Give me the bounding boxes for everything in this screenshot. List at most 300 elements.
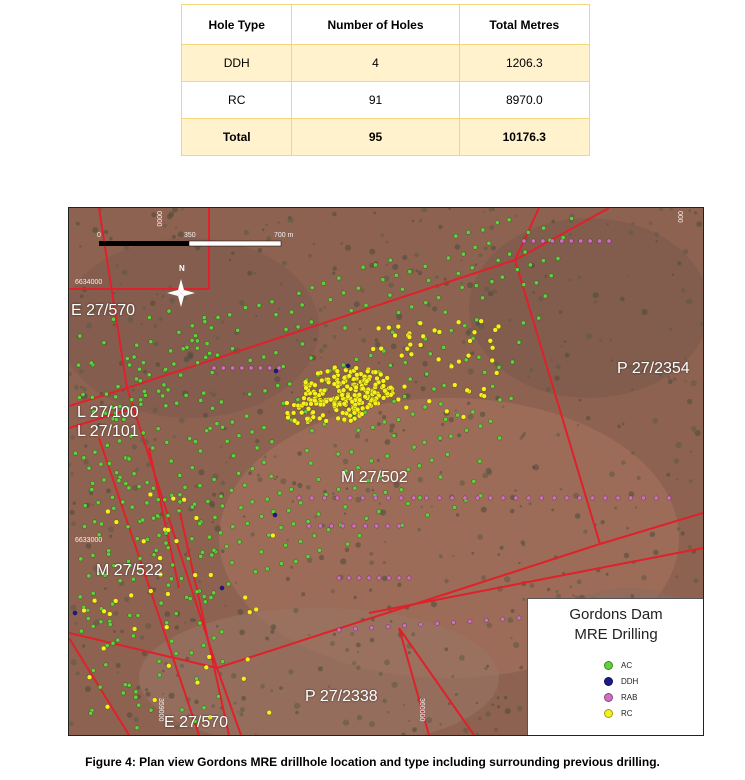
rc-hole-marker: [241, 676, 246, 681]
rab-hole-marker: [337, 576, 341, 580]
ac-hole-marker: [116, 638, 120, 642]
ac-hole-marker: [230, 561, 234, 565]
ac-hole-marker: [343, 505, 347, 509]
ac-hole-marker: [215, 353, 219, 357]
rc-hole-marker: [182, 497, 187, 502]
rc-hole-marker: [321, 413, 326, 418]
ac-hole-marker: [438, 436, 442, 440]
ac-hole-marker: [166, 388, 170, 392]
rab-hole-marker: [569, 239, 573, 243]
ac-hole-marker: [474, 284, 478, 288]
ac-hole-marker: [265, 497, 269, 501]
scale-bar: [99, 241, 281, 246]
ac-hole-marker: [135, 343, 139, 347]
rab-hole-marker: [407, 576, 411, 580]
ac-hole-marker: [316, 512, 320, 516]
ac-hole-marker: [154, 548, 158, 552]
ac-hole-marker: [349, 450, 353, 454]
ac-hole-marker: [79, 629, 83, 633]
ac-hole-marker: [257, 303, 261, 307]
ac-hole-marker: [310, 286, 314, 290]
ac-hole-marker: [446, 256, 450, 260]
ac-hole-marker: [456, 413, 460, 417]
ac-hole-marker: [110, 495, 114, 499]
ac-hole-marker: [262, 355, 266, 359]
ac-hole-marker: [111, 641, 115, 645]
drillhole-map: [68, 207, 704, 736]
rab-hole-marker: [297, 496, 301, 500]
rc-hole-marker: [357, 392, 362, 397]
ac-hole-marker: [424, 301, 428, 305]
rc-hole-marker: [341, 388, 346, 393]
ac-hole-marker: [357, 534, 361, 538]
rab-hole-marker: [598, 239, 602, 243]
ac-hole-marker: [193, 334, 197, 338]
rc-hole-marker: [348, 418, 353, 423]
rab-hole-marker: [425, 496, 429, 500]
ac-hole-marker: [296, 325, 300, 329]
rc-hole-marker: [247, 610, 252, 615]
ac-hole-marker: [449, 434, 453, 438]
rc-hole-marker: [324, 419, 329, 424]
ac-hole-marker: [199, 398, 203, 402]
ac-hole-marker: [163, 498, 167, 502]
ac-hole-marker: [309, 356, 313, 360]
ac-hole-marker: [117, 479, 121, 483]
rab-hole-marker: [550, 239, 554, 243]
ac-hole-marker: [382, 420, 386, 424]
rc-hole-marker: [340, 411, 345, 416]
ac-hole-marker: [556, 256, 560, 260]
ac-hole-marker: [288, 382, 292, 386]
rc-hole-marker: [354, 366, 359, 371]
ac-hole-marker: [498, 436, 502, 440]
ac-hole-marker: [134, 377, 138, 381]
rc-hole-marker: [245, 657, 250, 662]
rc-hole-marker: [271, 533, 276, 538]
ac-hole-marker: [147, 373, 151, 377]
rc-hole-marker: [342, 376, 347, 381]
ac-hole-marker: [478, 459, 482, 463]
rc-hole-marker: [193, 573, 198, 578]
rc-hole-marker: [194, 516, 199, 521]
ac-hole-marker: [270, 300, 274, 304]
ac-hole-marker: [287, 508, 291, 512]
rc-hole-marker: [364, 379, 369, 384]
ac-hole-marker: [190, 537, 194, 541]
rab-hole-marker: [353, 627, 357, 631]
ac-hole-marker: [108, 622, 112, 626]
rc-hole-marker: [432, 328, 437, 333]
ac-hole-marker: [337, 276, 341, 280]
ac-hole-marker: [411, 412, 415, 416]
rc-hole-marker: [105, 704, 110, 709]
rc-hole-marker: [113, 599, 118, 604]
ac-hole-marker: [127, 363, 131, 367]
ac-hole-marker: [461, 252, 465, 256]
north-label: N: [179, 264, 185, 273]
drillhole-summary-table: [181, 4, 590, 156]
rab-hole-marker: [402, 624, 406, 628]
ac-hole-marker: [99, 522, 103, 526]
ac-hole-marker: [445, 452, 449, 456]
figure-caption: Figure 4: Plan view Gordons MRE drillhole location and type including surrounding previous drilling.: [85, 755, 660, 769]
ac-hole-marker: [430, 458, 434, 462]
rc-hole-marker: [347, 374, 352, 379]
ac-hole-marker: [443, 310, 447, 314]
ac-hole-marker: [137, 703, 141, 707]
ac-hole-marker: [212, 477, 216, 481]
rc-hole-marker: [325, 369, 330, 374]
ac-hole-marker: [164, 404, 168, 408]
ac-hole-marker: [116, 385, 120, 389]
rc-hole-marker: [418, 343, 423, 348]
ac-hole-marker: [107, 552, 111, 556]
ac-hole-marker: [216, 694, 220, 698]
rc-hole-marker: [436, 357, 441, 362]
ac-hole-marker: [152, 516, 156, 520]
ac-hole-marker: [436, 296, 440, 300]
ac-hole-marker: [396, 418, 400, 422]
rc-hole-marker: [427, 399, 432, 404]
rc-hole-marker: [385, 376, 390, 381]
ac-hole-marker: [354, 357, 358, 361]
ac-hole-marker: [193, 440, 197, 444]
ac-hole-marker: [460, 285, 464, 289]
ac-hole-marker: [526, 230, 530, 234]
rc-hole-marker: [335, 396, 340, 401]
rab-hole-marker: [616, 496, 620, 500]
rc-hole-marker: [141, 539, 146, 544]
rc-hole-marker: [332, 374, 337, 379]
ac-hole-marker: [349, 309, 353, 313]
ac-hole-marker: [131, 634, 135, 638]
ac-hole-marker: [145, 480, 149, 484]
ac-hole-marker: [412, 445, 416, 449]
rc-hole-marker: [195, 680, 200, 685]
rc-hole-marker: [375, 376, 380, 381]
rc-hole-marker: [402, 384, 407, 389]
ac-hole-marker: [198, 522, 202, 526]
rc-hole-marker: [148, 589, 153, 594]
ac-hole-marker: [169, 349, 173, 353]
ac-hole-marker: [306, 554, 310, 558]
legend-item-ac: [604, 661, 632, 670]
ac-hole-marker: [183, 485, 187, 489]
ac-hole-marker: [356, 286, 360, 290]
rc-hole-marker: [340, 393, 345, 398]
ac-hole-marker: [490, 280, 494, 284]
ddh-hole-marker: [220, 586, 224, 590]
legend-title: [528, 605, 704, 645]
rc-hole-marker: [437, 330, 442, 335]
rc-hole-marker: [319, 378, 324, 383]
ac-hole-marker: [364, 516, 368, 520]
scale-label-350: 350: [184, 232, 196, 239]
rc-hole-marker: [381, 384, 386, 389]
ac-hole-marker: [178, 500, 182, 504]
rc-hole-marker: [301, 401, 306, 406]
ac-hole-marker: [263, 389, 267, 393]
ac-hole-marker: [138, 556, 142, 560]
ac-hole-marker: [309, 320, 313, 324]
rc-hole-marker: [396, 324, 401, 329]
rab-hole-marker: [363, 524, 367, 528]
ac-hole-marker: [171, 563, 175, 567]
ac-hole-marker: [291, 522, 295, 526]
ac-hole-marker: [296, 398, 300, 402]
ac-hole-marker: [185, 345, 189, 349]
ac-hole-marker: [489, 419, 493, 423]
ac-hole-marker: [123, 683, 127, 687]
ac-hole-marker: [371, 425, 375, 429]
ac-hole-marker: [428, 352, 432, 356]
ac-hole-marker: [91, 553, 95, 557]
ac-hole-marker: [239, 506, 243, 510]
rab-hole-marker: [318, 524, 322, 528]
ac-hole-marker: [342, 291, 346, 295]
ac-hole-marker: [184, 393, 188, 397]
ac-hole-marker: [438, 475, 442, 479]
ac-hole-marker: [237, 434, 241, 438]
ac-hole-marker: [210, 553, 214, 557]
ac-hole-marker: [196, 361, 200, 365]
ac-hole-marker: [473, 245, 477, 249]
ac-hole-marker: [341, 363, 345, 367]
ac-hole-marker: [172, 362, 176, 366]
ac-hole-marker: [541, 259, 545, 263]
ac-hole-marker: [202, 706, 206, 710]
ac-hole-marker: [177, 330, 181, 334]
rc-hole-marker: [342, 401, 347, 406]
ac-hole-marker: [517, 340, 521, 344]
rc-hole-marker: [383, 388, 388, 393]
rc-hole-marker: [407, 335, 412, 340]
ac-hole-marker: [145, 501, 149, 505]
ac-hole-marker: [89, 711, 93, 715]
ac-hole-marker: [143, 393, 147, 397]
rab-hole-marker: [322, 496, 326, 500]
ac-hole-marker: [208, 351, 212, 355]
ac-hole-marker: [310, 429, 314, 433]
ac-hole-marker: [208, 426, 212, 430]
rc-hole-marker: [171, 496, 176, 501]
rab-hole-marker: [641, 496, 645, 500]
rc-hole-marker: [493, 328, 498, 333]
cell-hole-type: DDH: [182, 45, 292, 82]
rab-hole-marker: [268, 366, 272, 370]
rab-hole-marker: [552, 496, 556, 500]
ac-hole-marker: [343, 326, 347, 330]
ac-hole-marker: [220, 504, 224, 508]
rab-hole-marker: [603, 496, 607, 500]
rab-hole-marker: [578, 496, 582, 500]
ac-hole-marker: [149, 708, 153, 712]
ac-hole-marker: [383, 490, 387, 494]
table-header-row: [182, 5, 590, 45]
ac-hole-marker: [423, 405, 427, 409]
ac-hole-marker: [392, 434, 396, 438]
rc-hole-marker: [352, 393, 357, 398]
legend-title-line1: Gordons Dam: [569, 606, 663, 623]
rc-hole-marker: [285, 411, 290, 416]
ac-hole-marker: [388, 363, 392, 367]
ac-hole-marker: [449, 328, 453, 332]
ac-hole-marker: [229, 488, 233, 492]
ac-hole-marker: [276, 384, 280, 388]
ac-hole-marker: [195, 339, 199, 343]
ac-hole-marker: [99, 462, 103, 466]
ac-hole-marker: [231, 525, 235, 529]
ac-hole-marker: [232, 454, 236, 458]
ac-hole-marker: [177, 509, 181, 513]
rab-hole-marker: [565, 496, 569, 500]
ac-hole-marker: [392, 399, 396, 403]
rc-hole-marker: [311, 410, 316, 415]
rab-hole-marker: [588, 239, 592, 243]
ac-hole-marker: [98, 685, 102, 689]
ac-hole-marker: [495, 221, 499, 225]
ac-hole-marker: [373, 263, 377, 267]
header-total-metres: Total Metres: [459, 5, 589, 45]
scale-label-0: 0: [97, 232, 101, 239]
ac-hole-marker: [90, 395, 94, 399]
rc-hole-marker: [386, 325, 391, 330]
rc-hole-marker: [292, 418, 297, 423]
ac-hole-marker: [157, 659, 161, 663]
rc-hole-marker: [357, 398, 362, 403]
ac-hole-marker: [151, 446, 155, 450]
ac-hole-marker: [83, 504, 87, 508]
ac-hole-marker: [225, 439, 229, 443]
ac-hole-marker: [216, 315, 220, 319]
rc-hole-marker: [388, 385, 393, 390]
ac-hole-marker: [204, 355, 208, 359]
ac-hole-marker: [245, 521, 249, 525]
rc-hole-marker: [350, 399, 355, 404]
ac-hole-marker: [188, 436, 192, 440]
ac-hole-marker: [157, 389, 161, 393]
rc-hole-marker: [318, 402, 323, 407]
ddh-hole-marker: [273, 513, 277, 517]
rc-hole-marker: [313, 391, 318, 396]
ac-hole-marker: [189, 651, 193, 655]
rc-hole-marker: [393, 333, 398, 338]
ac-hole-marker: [300, 342, 304, 346]
ac-hole-marker: [361, 265, 365, 269]
ac-hole-marker: [260, 514, 264, 518]
rc-hole-marker: [254, 607, 259, 612]
rab-hole-marker: [476, 496, 480, 500]
rc-hole-marker: [101, 646, 106, 651]
ac-hole-marker: [190, 505, 194, 509]
ac-hole-marker: [207, 535, 211, 539]
ac-hole-marker: [78, 334, 82, 338]
ac-hole-marker: [432, 387, 436, 391]
tenement-label-e27-570-bottom: E 27/570: [164, 714, 229, 731]
ac-hole-marker: [219, 400, 223, 404]
ac-hole-marker: [326, 528, 330, 532]
rab-hole-marker: [488, 496, 492, 500]
ac-hole-marker: [237, 471, 241, 475]
ac-hole-marker: [403, 360, 407, 364]
ac-hole-marker: [243, 306, 247, 310]
ac-hole-marker: [369, 353, 373, 357]
ac-hole-marker: [309, 461, 313, 465]
ac-hole-marker: [250, 500, 254, 504]
rab-hole-marker: [374, 524, 378, 528]
rc-hole-marker: [361, 386, 366, 391]
rc-hole-marker: [359, 412, 364, 417]
ac-hole-marker: [76, 363, 80, 367]
cell-hole-type: RC: [182, 82, 292, 119]
ac-hole-marker: [226, 582, 230, 586]
rab-hole-marker: [435, 621, 439, 625]
ac-hole-marker: [279, 561, 283, 565]
ac-hole-marker: [480, 296, 484, 300]
ac-hole-marker: [115, 471, 119, 475]
rab-hole-marker: [531, 239, 535, 243]
ac-hole-marker: [399, 488, 403, 492]
rc-hole-marker: [341, 380, 346, 385]
ac-hole-marker: [279, 526, 283, 530]
ac-hole-marker: [174, 612, 178, 616]
ac-hole-marker: [107, 461, 111, 465]
ac-hole-marker: [91, 668, 95, 672]
scale-label-700: 700 m: [274, 232, 294, 239]
ac-hole-marker: [200, 550, 204, 554]
ac-hole-marker: [245, 414, 249, 418]
ac-hole-marker: [199, 554, 203, 558]
ac-hole-marker: [114, 395, 118, 399]
ac-hole-marker: [164, 367, 168, 371]
rab-hole-marker: [484, 618, 488, 622]
ac-hole-marker: [300, 303, 304, 307]
rc-hole-marker: [267, 710, 272, 715]
ac-hole-marker: [250, 430, 254, 434]
ac-hole-marker: [456, 271, 460, 275]
ac-hole-marker: [156, 427, 160, 431]
ac-hole-marker: [73, 451, 77, 455]
ac-hole-marker: [408, 377, 412, 381]
ac-hole-marker: [87, 574, 91, 578]
rab-hole-marker: [329, 524, 333, 528]
ac-hole-marker: [141, 431, 145, 435]
ac-hole-marker: [248, 392, 252, 396]
ac-hole-marker: [377, 509, 381, 513]
rc-hole-marker: [355, 372, 360, 377]
tenement-label-m27-502: M 27/502: [341, 469, 408, 486]
rab-hole-marker: [337, 628, 341, 632]
ac-hole-marker: [212, 636, 216, 640]
rc-hole-marker: [336, 416, 341, 421]
ac-hole-marker: [466, 230, 470, 234]
ac-hole-marker: [422, 440, 426, 444]
ac-hole-marker: [337, 487, 341, 491]
ac-hole-marker: [102, 341, 106, 345]
ac-hole-marker: [356, 428, 360, 432]
rc-hole-marker: [490, 345, 495, 350]
header-number-of-holes: Number of Holes: [292, 5, 459, 45]
rab-hole-marker: [367, 576, 371, 580]
ac-hole-marker: [417, 464, 421, 468]
rc-hole-marker: [106, 509, 111, 514]
rc-hole-marker: [373, 370, 378, 375]
rc-hole-marker: [457, 359, 462, 364]
northing-label-top: 6634000: [75, 279, 103, 286]
rc-hole-marker: [354, 385, 359, 390]
legend-label: RC: [621, 709, 633, 718]
